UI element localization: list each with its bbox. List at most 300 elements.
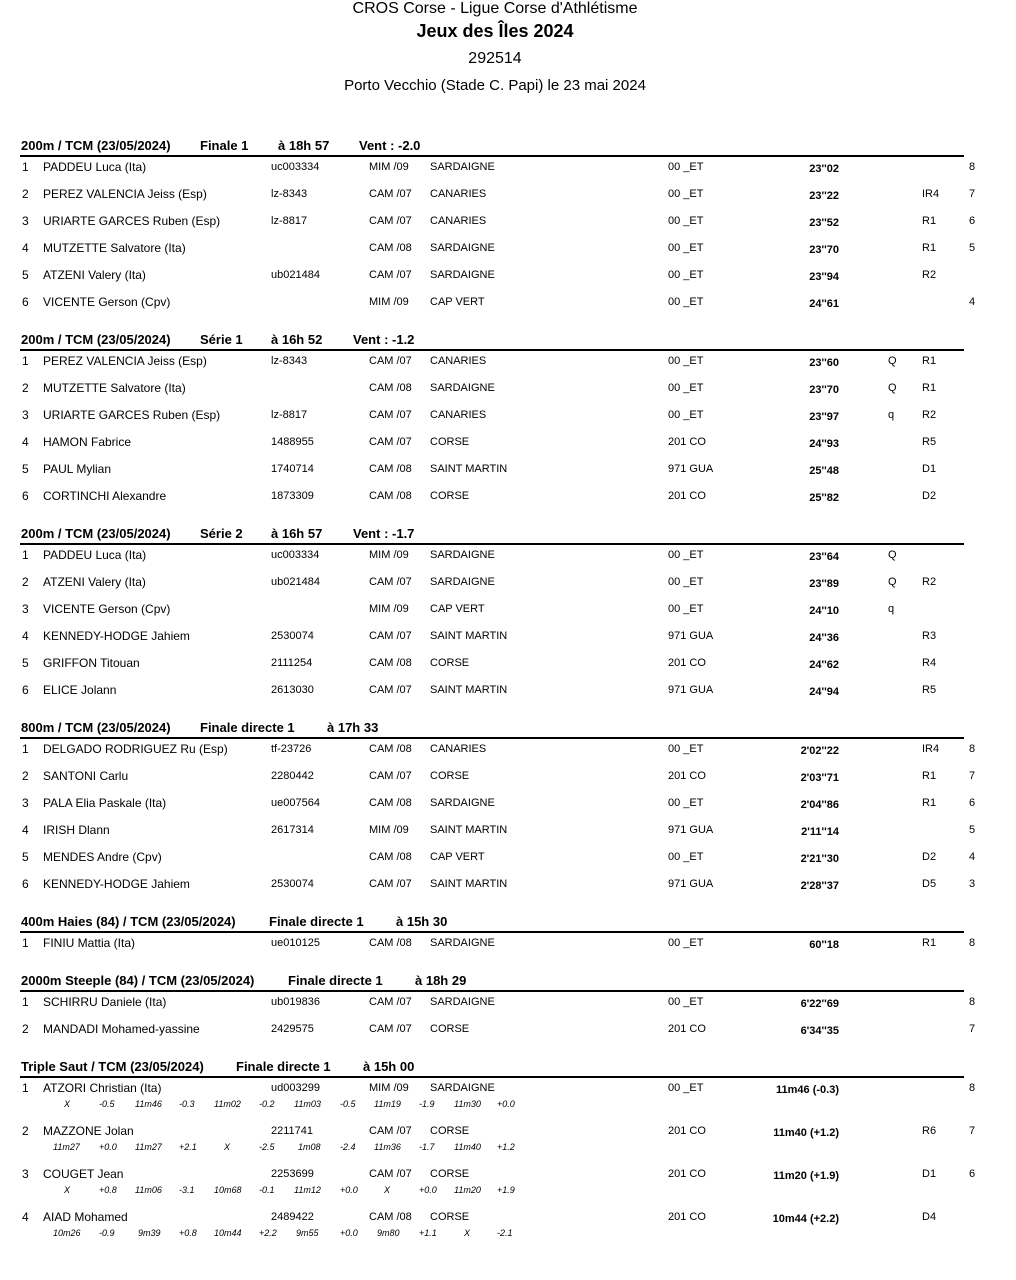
ranking-class-cell: R2 (922, 269, 937, 281)
attempt-value: +2.2 (259, 1228, 277, 1238)
license-number: 2530074 (271, 630, 314, 642)
rank-cell: 3 (22, 602, 29, 616)
region-cell: 971 GUA (668, 463, 714, 475)
header-venue: Porto Vecchio (Stade C. Papi) le 23 mai 2024 (344, 77, 646, 94)
performance-cell: 23''22 (809, 190, 839, 202)
rank-cell: 2 (22, 575, 29, 589)
round-label: Finale directe 1 (288, 973, 383, 988)
category-cell: CAM /08 (369, 490, 412, 502)
region-cell: 00 _ET (668, 355, 704, 367)
performance-cell: 23''70 (809, 384, 839, 396)
attempt-value: 10m68 (214, 1185, 242, 1195)
club-cell: SARDAIGNE (430, 1082, 495, 1094)
section-divider (20, 990, 964, 992)
attempt-value: +0.0 (497, 1099, 515, 1109)
round-label: Série 2 (200, 526, 243, 541)
event-name: 400m Haies (84) / TCM (23/05/2024) (21, 914, 236, 929)
performance-cell: 2'03''71 (800, 772, 839, 784)
club-cell: SARDAIGNE (430, 549, 495, 561)
attempt-value: 11m30 (454, 1099, 481, 1109)
qualification-cell: Q (888, 549, 897, 561)
rank-cell: 1 (22, 1081, 29, 1095)
license-number: lz-8817 (271, 215, 308, 227)
performance-cell: 6'22''69 (800, 998, 839, 1010)
club-cell: CAP VERT (430, 851, 485, 863)
event-name: Triple Saut / TCM (23/05/2024) (21, 1059, 204, 1074)
category-cell: CAM /08 (369, 743, 412, 755)
license-number: lz-8817 (271, 409, 308, 421)
performance-cell: 23''02 (809, 163, 839, 175)
license-number: 1488955 (271, 436, 314, 448)
club-cell: CANARIES (430, 188, 487, 200)
athlete-name: SCHIRRU Daniele (Ita) (43, 995, 167, 1009)
category-cell: CAM /08 (369, 1211, 412, 1223)
ranking-class-cell: IR4 (922, 188, 940, 200)
region-cell: 971 GUA (668, 630, 714, 642)
club-cell: CORSE (430, 490, 470, 502)
points-cell: 8 (969, 1082, 976, 1094)
category-cell: CAM /07 (369, 436, 412, 448)
athlete-name: GRIFFON Titouan (43, 656, 140, 670)
round-label: Finale 1 (200, 138, 249, 153)
qualification-cell: q (888, 603, 895, 615)
attempt-value: -0.1 (259, 1185, 275, 1195)
ranking-class-cell: R4 (922, 657, 937, 669)
region-cell: 00 _ET (668, 576, 704, 588)
performance-cell: 25''82 (809, 492, 839, 504)
region-cell: 971 GUA (668, 684, 714, 696)
rank-cell: 2 (22, 1124, 29, 1138)
event-name: 200m / TCM (23/05/2024) (21, 138, 171, 153)
performance-cell: 23''60 (809, 357, 839, 369)
category-cell: CAM /07 (369, 188, 412, 200)
ranking-class-cell: R1 (922, 382, 937, 394)
athlete-name: CORTINCHI Alexandre (43, 489, 167, 503)
athlete-name: PALA Elia Paskale (Ita) (43, 796, 167, 810)
performance-cell: 23''89 (809, 578, 839, 590)
attempt-value: X (64, 1099, 71, 1109)
region-cell: 201 CO (668, 490, 706, 502)
category-cell: CAM /07 (369, 630, 412, 642)
wind-reading: Vent : -2.0 (359, 138, 421, 153)
header-organizer: CROS Corse - Ligue Corse d'Athlétisme (352, 0, 638, 17)
license-number: 2211741 (271, 1125, 314, 1137)
start-time: à 15h 00 (363, 1059, 415, 1074)
athlete-name: HAMON Fabrice (43, 435, 132, 449)
section-divider (20, 349, 964, 351)
performance-cell: 24''61 (809, 298, 839, 310)
ranking-class-cell: R1 (922, 937, 937, 949)
athlete-name: MUTZETTE Salvatore (Ita) (43, 381, 186, 395)
points-cell: 6 (969, 215, 976, 227)
performance-cell: 2'21''30 (800, 853, 839, 865)
license-number: ub019836 (271, 996, 320, 1008)
region-cell: 201 CO (668, 1168, 706, 1180)
ranking-class-cell: R1 (922, 770, 937, 782)
section-divider (20, 155, 964, 157)
region-cell: 00 _ET (668, 937, 704, 949)
rank-cell: 6 (22, 489, 29, 503)
club-cell: SAINT MARTIN (430, 463, 508, 475)
athlete-name: SANTONI Carlu (43, 769, 129, 783)
attempt-value: -2.5 (259, 1142, 275, 1152)
club-cell: CORSE (430, 1211, 470, 1223)
round-label: Série 1 (200, 332, 243, 347)
region-cell: 00 _ET (668, 188, 704, 200)
club-cell: SAINT MARTIN (430, 630, 508, 642)
rank-cell: 1 (22, 995, 29, 1009)
attempt-value: 11m46 (135, 1099, 162, 1109)
attempt-value: +0.8 (99, 1185, 117, 1195)
points-cell: 7 (969, 770, 976, 782)
athlete-name: URIARTE GARCES Ruben (Esp) (43, 214, 221, 228)
rank-cell: 2 (22, 1022, 29, 1036)
rank-cell: 1 (22, 160, 29, 174)
license-number: tf-23726 (271, 743, 312, 755)
points-cell: 7 (969, 1125, 976, 1137)
attempt-value: 11m36 (374, 1142, 401, 1152)
points-cell: 6 (969, 797, 976, 809)
club-cell: SARDAIGNE (430, 161, 495, 173)
license-number: 2530074 (271, 878, 314, 890)
license-number: 1740714 (271, 463, 314, 475)
ranking-class-cell: R1 (922, 215, 937, 227)
region-cell: 971 GUA (668, 824, 714, 836)
header-code: 292514 (468, 50, 522, 67)
performance-cell: 6'34''35 (800, 1025, 839, 1037)
performance-cell: 23''64 (809, 551, 839, 563)
performance-cell: 2'11''14 (801, 826, 839, 838)
attempt-value: 11m19 (374, 1099, 401, 1109)
category-cell: CAM /07 (369, 215, 412, 227)
club-cell: CANARIES (430, 743, 487, 755)
section-divider (20, 1076, 964, 1078)
event-name: 800m / TCM (23/05/2024) (21, 720, 171, 735)
category-cell: CAM /08 (369, 382, 412, 394)
region-cell: 00 _ET (668, 242, 704, 254)
rank-cell: 1 (22, 742, 29, 756)
region-cell: 00 _ET (668, 161, 704, 173)
club-cell: SAINT MARTIN (430, 684, 508, 696)
athlete-name: MAZZONE Jolan (43, 1124, 134, 1138)
club-cell: CANARIES (430, 409, 487, 421)
performance-cell: 10m44 (+2.2) (772, 1213, 839, 1225)
category-cell: CAM /08 (369, 937, 412, 949)
license-number: ud003299 (271, 1082, 320, 1094)
license-number: 2253699 (271, 1168, 314, 1180)
attempt-value: X (384, 1185, 391, 1195)
round-label: Finale directe 1 (269, 914, 364, 929)
attempt-value: 1m08 (298, 1142, 321, 1152)
ranking-class-cell: D5 (922, 878, 937, 890)
attempt-value: 11m27 (135, 1142, 162, 1152)
attempt-value: +2.1 (179, 1142, 197, 1152)
club-cell: SARDAIGNE (430, 242, 495, 254)
license-number: uc003334 (271, 549, 320, 561)
ranking-class-cell: D2 (922, 851, 937, 863)
ranking-class-cell: D4 (922, 1211, 937, 1223)
club-cell: CORSE (430, 770, 470, 782)
license-number: 2280442 (271, 770, 314, 782)
athlete-name: KENNEDY-HODGE Jahiem (43, 629, 190, 643)
club-cell: CAP VERT (430, 603, 485, 615)
category-cell: CAM /07 (369, 576, 412, 588)
club-cell: CANARIES (430, 355, 487, 367)
performance-cell: 24''94 (809, 686, 839, 698)
qualification-cell: Q (888, 382, 897, 394)
category-cell: MIM /09 (369, 296, 409, 308)
start-time: à 18h 57 (278, 138, 330, 153)
athlete-name: MANDADI Mohamed-yassine (43, 1022, 200, 1036)
performance-cell: 25''48 (809, 465, 839, 477)
athlete-name: ATZENI Valery (Ita) (43, 268, 146, 282)
performance-cell: 24''93 (809, 438, 839, 450)
region-cell: 00 _ET (668, 603, 704, 615)
performance-cell: 24''62 (809, 659, 839, 671)
ranking-class-cell: R3 (922, 630, 937, 642)
club-cell: SARDAIGNE (430, 996, 495, 1008)
attempt-value: +1.1 (419, 1228, 437, 1238)
rank-cell: 2 (22, 381, 29, 395)
rank-cell: 1 (22, 354, 29, 368)
category-cell: MIM /09 (369, 824, 409, 836)
rank-cell: 4 (22, 241, 29, 255)
attempt-value: +1.2 (497, 1142, 515, 1152)
rank-cell: 2 (22, 187, 29, 201)
performance-cell: 60''18 (809, 939, 839, 951)
start-time: à 16h 52 (271, 332, 323, 347)
attempt-value: 11m12 (294, 1185, 321, 1195)
category-cell: CAM /07 (369, 684, 412, 696)
performance-cell: 11m40 (+1.2) (773, 1127, 839, 1139)
attempt-value: -2.1 (497, 1228, 513, 1238)
club-cell: SAINT MARTIN (430, 824, 508, 836)
region-cell: 00 _ET (668, 1082, 704, 1094)
performance-cell: 23''97 (809, 411, 839, 423)
qualification-cell: q (888, 409, 895, 421)
attempt-value: 11m03 (294, 1099, 321, 1109)
region-cell: 201 CO (668, 1023, 706, 1035)
qualification-cell: Q (888, 576, 897, 588)
athlete-name: VICENTE Gerson (Cpv) (43, 602, 171, 616)
points-cell: 6 (969, 1168, 976, 1180)
attempt-value: 11m40 (454, 1142, 481, 1152)
points-cell: 8 (969, 743, 976, 755)
category-cell: CAM /07 (369, 996, 412, 1008)
athlete-name: ELICE Jolann (43, 683, 117, 697)
round-label: Finale directe 1 (200, 720, 295, 735)
region-cell: 00 _ET (668, 382, 704, 394)
performance-cell: 23''94 (809, 271, 839, 283)
attempt-value: X (464, 1228, 471, 1238)
header-title: Jeux des Îles 2024 (416, 21, 574, 41)
rank-cell: 3 (22, 796, 29, 810)
athlete-name: PADDEU Luca (Ita) (43, 548, 147, 562)
license-number: lz-8343 (271, 355, 308, 367)
ranking-class-cell: R6 (922, 1125, 937, 1137)
rank-cell: 4 (22, 629, 29, 643)
start-time: à 18h 29 (415, 973, 467, 988)
category-cell: CAM /08 (369, 463, 412, 475)
athlete-name: ATZORI Christian (Ita) (43, 1081, 162, 1095)
attempt-value: +0.0 (340, 1185, 358, 1195)
attempt-value: 11m20 (454, 1185, 481, 1195)
event-name: 2000m Steeple (84) / TCM (23/05/2024) (21, 973, 255, 988)
athlete-name: COUGET Jean (43, 1167, 124, 1181)
club-cell: SARDAIGNE (430, 269, 495, 281)
ranking-class-cell: R2 (922, 576, 937, 588)
region-cell: 00 _ET (668, 996, 704, 1008)
attempt-value: -3.1 (179, 1185, 195, 1195)
points-cell: 8 (969, 996, 976, 1008)
attempt-value: +0.8 (179, 1228, 197, 1238)
athlete-name: PAUL Mylian (43, 462, 112, 476)
qualification-cell: Q (888, 355, 897, 367)
performance-cell: 2'28''37 (800, 880, 839, 892)
region-cell: 00 _ET (668, 409, 704, 421)
license-number: ue007564 (271, 797, 320, 809)
rank-cell: 4 (22, 1210, 29, 1224)
athlete-name: PEREZ VALENCIA Jeiss (Esp) (43, 187, 207, 201)
attempt-value: 11m27 (53, 1142, 80, 1152)
category-cell: CAM /07 (369, 409, 412, 421)
performance-cell: 24''10 (809, 605, 839, 617)
points-cell: 7 (969, 188, 976, 200)
category-cell: CAM /08 (369, 851, 412, 863)
rank-cell: 5 (22, 462, 29, 476)
attempt-value: +0.0 (340, 1228, 358, 1238)
club-cell: SARDAIGNE (430, 797, 495, 809)
athlete-name: MENDES Andre (Cpv) (43, 850, 162, 864)
category-cell: MIM /09 (369, 549, 409, 561)
points-cell: 8 (969, 161, 976, 173)
attempt-value: -2.4 (340, 1142, 356, 1152)
ranking-class-cell: IR4 (922, 743, 940, 755)
attempt-value: 11m02 (214, 1099, 241, 1109)
ranking-class-cell: R5 (922, 436, 937, 448)
license-number: uc003334 (271, 161, 320, 173)
athlete-name: MUTZETTE Salvatore (Ita) (43, 241, 186, 255)
license-number: 1873309 (271, 490, 314, 502)
performance-cell: 24''36 (809, 632, 839, 644)
attempt-value: 10m26 (53, 1228, 81, 1238)
region-cell: 00 _ET (668, 215, 704, 227)
athlete-name: AIAD Mohamed (43, 1210, 128, 1224)
section-divider (20, 737, 964, 739)
category-cell: CAM /08 (369, 657, 412, 669)
category-cell: CAM /07 (369, 355, 412, 367)
region-cell: 00 _ET (668, 549, 704, 561)
attempt-value: -0.2 (259, 1099, 275, 1109)
rank-cell: 1 (22, 936, 29, 950)
region-cell: 201 CO (668, 1211, 706, 1223)
round-label: Finale directe 1 (236, 1059, 331, 1074)
performance-cell: 11m46 (-0.3) (776, 1084, 839, 1096)
rank-cell: 4 (22, 435, 29, 449)
ranking-class-cell: D2 (922, 490, 937, 502)
club-cell: SARDAIGNE (430, 937, 495, 949)
license-number: 2111254 (271, 657, 313, 669)
category-cell: MIM /09 (369, 1082, 409, 1094)
region-cell: 201 CO (668, 770, 706, 782)
region-cell: 201 CO (668, 657, 706, 669)
attempt-value: 11m06 (135, 1185, 162, 1195)
points-cell: 5 (969, 824, 976, 836)
rank-cell: 6 (22, 877, 29, 891)
rank-cell: 5 (22, 850, 29, 864)
category-cell: MIM /09 (369, 603, 409, 615)
region-cell: 00 _ET (668, 269, 704, 281)
attempt-value: +0.0 (99, 1142, 117, 1152)
attempt-value: 9m55 (296, 1228, 319, 1238)
club-cell: SARDAIGNE (430, 576, 495, 588)
rank-cell: 6 (22, 295, 29, 309)
category-cell: CAM /07 (369, 770, 412, 782)
license-number: 2613030 (271, 684, 314, 696)
section-divider (20, 543, 964, 545)
ranking-class-cell: D1 (922, 1168, 937, 1180)
wind-reading: Vent : -1.2 (353, 332, 415, 347)
attempt-value: +1.9 (497, 1185, 515, 1195)
attempt-value: -1.9 (419, 1099, 435, 1109)
club-cell: CAP VERT (430, 296, 485, 308)
rank-cell: 3 (22, 214, 29, 228)
athlete-name: VICENTE Gerson (Cpv) (43, 295, 171, 309)
club-cell: CORSE (430, 1125, 470, 1137)
start-time: à 15h 30 (396, 914, 448, 929)
region-cell: 201 CO (668, 1125, 706, 1137)
category-cell: CAM /07 (369, 1023, 412, 1035)
performance-cell: 23''70 (809, 244, 839, 256)
license-number: ub021484 (271, 576, 320, 588)
category-cell: CAM /07 (369, 269, 412, 281)
club-cell: SAINT MARTIN (430, 878, 508, 890)
performance-cell: 23''52 (809, 217, 839, 229)
points-cell: 4 (969, 296, 976, 308)
points-cell: 5 (969, 242, 976, 254)
athlete-name: KENNEDY-HODGE Jahiem (43, 877, 190, 891)
region-cell: 00 _ET (668, 797, 704, 809)
region-cell: 00 _ET (668, 743, 704, 755)
ranking-class-cell: D1 (922, 463, 937, 475)
athlete-name: PEREZ VALENCIA Jeiss (Esp) (43, 354, 207, 368)
club-cell: CORSE (430, 1023, 470, 1035)
event-name: 200m / TCM (23/05/2024) (21, 526, 171, 541)
start-time: à 17h 33 (327, 720, 379, 735)
wind-reading: Vent : -1.7 (353, 526, 415, 541)
category-cell: CAM /07 (369, 1125, 412, 1137)
points-cell: 7 (969, 1023, 976, 1035)
start-time: à 16h 57 (271, 526, 323, 541)
athlete-name: FINIU Mattia (Ita) (43, 936, 136, 950)
points-cell: 3 (969, 878, 976, 890)
attempt-value: 9m39 (138, 1228, 161, 1238)
event-name: 200m / TCM (23/05/2024) (21, 332, 171, 347)
rank-cell: 5 (22, 656, 29, 670)
club-cell: CORSE (430, 657, 470, 669)
category-cell: CAM /07 (369, 878, 412, 890)
region-cell: 971 GUA (668, 878, 714, 890)
rank-cell: 3 (22, 408, 29, 422)
license-number: ue010125 (271, 937, 320, 949)
ranking-class-cell: R1 (922, 797, 937, 809)
athlete-name: ATZENI Valery (Ita) (43, 575, 146, 589)
rank-cell: 1 (22, 548, 29, 562)
category-cell: CAM /08 (369, 242, 412, 254)
attempt-value: X (224, 1142, 231, 1152)
ranking-class-cell: R2 (922, 409, 937, 421)
attempt-value: 10m44 (214, 1228, 242, 1238)
